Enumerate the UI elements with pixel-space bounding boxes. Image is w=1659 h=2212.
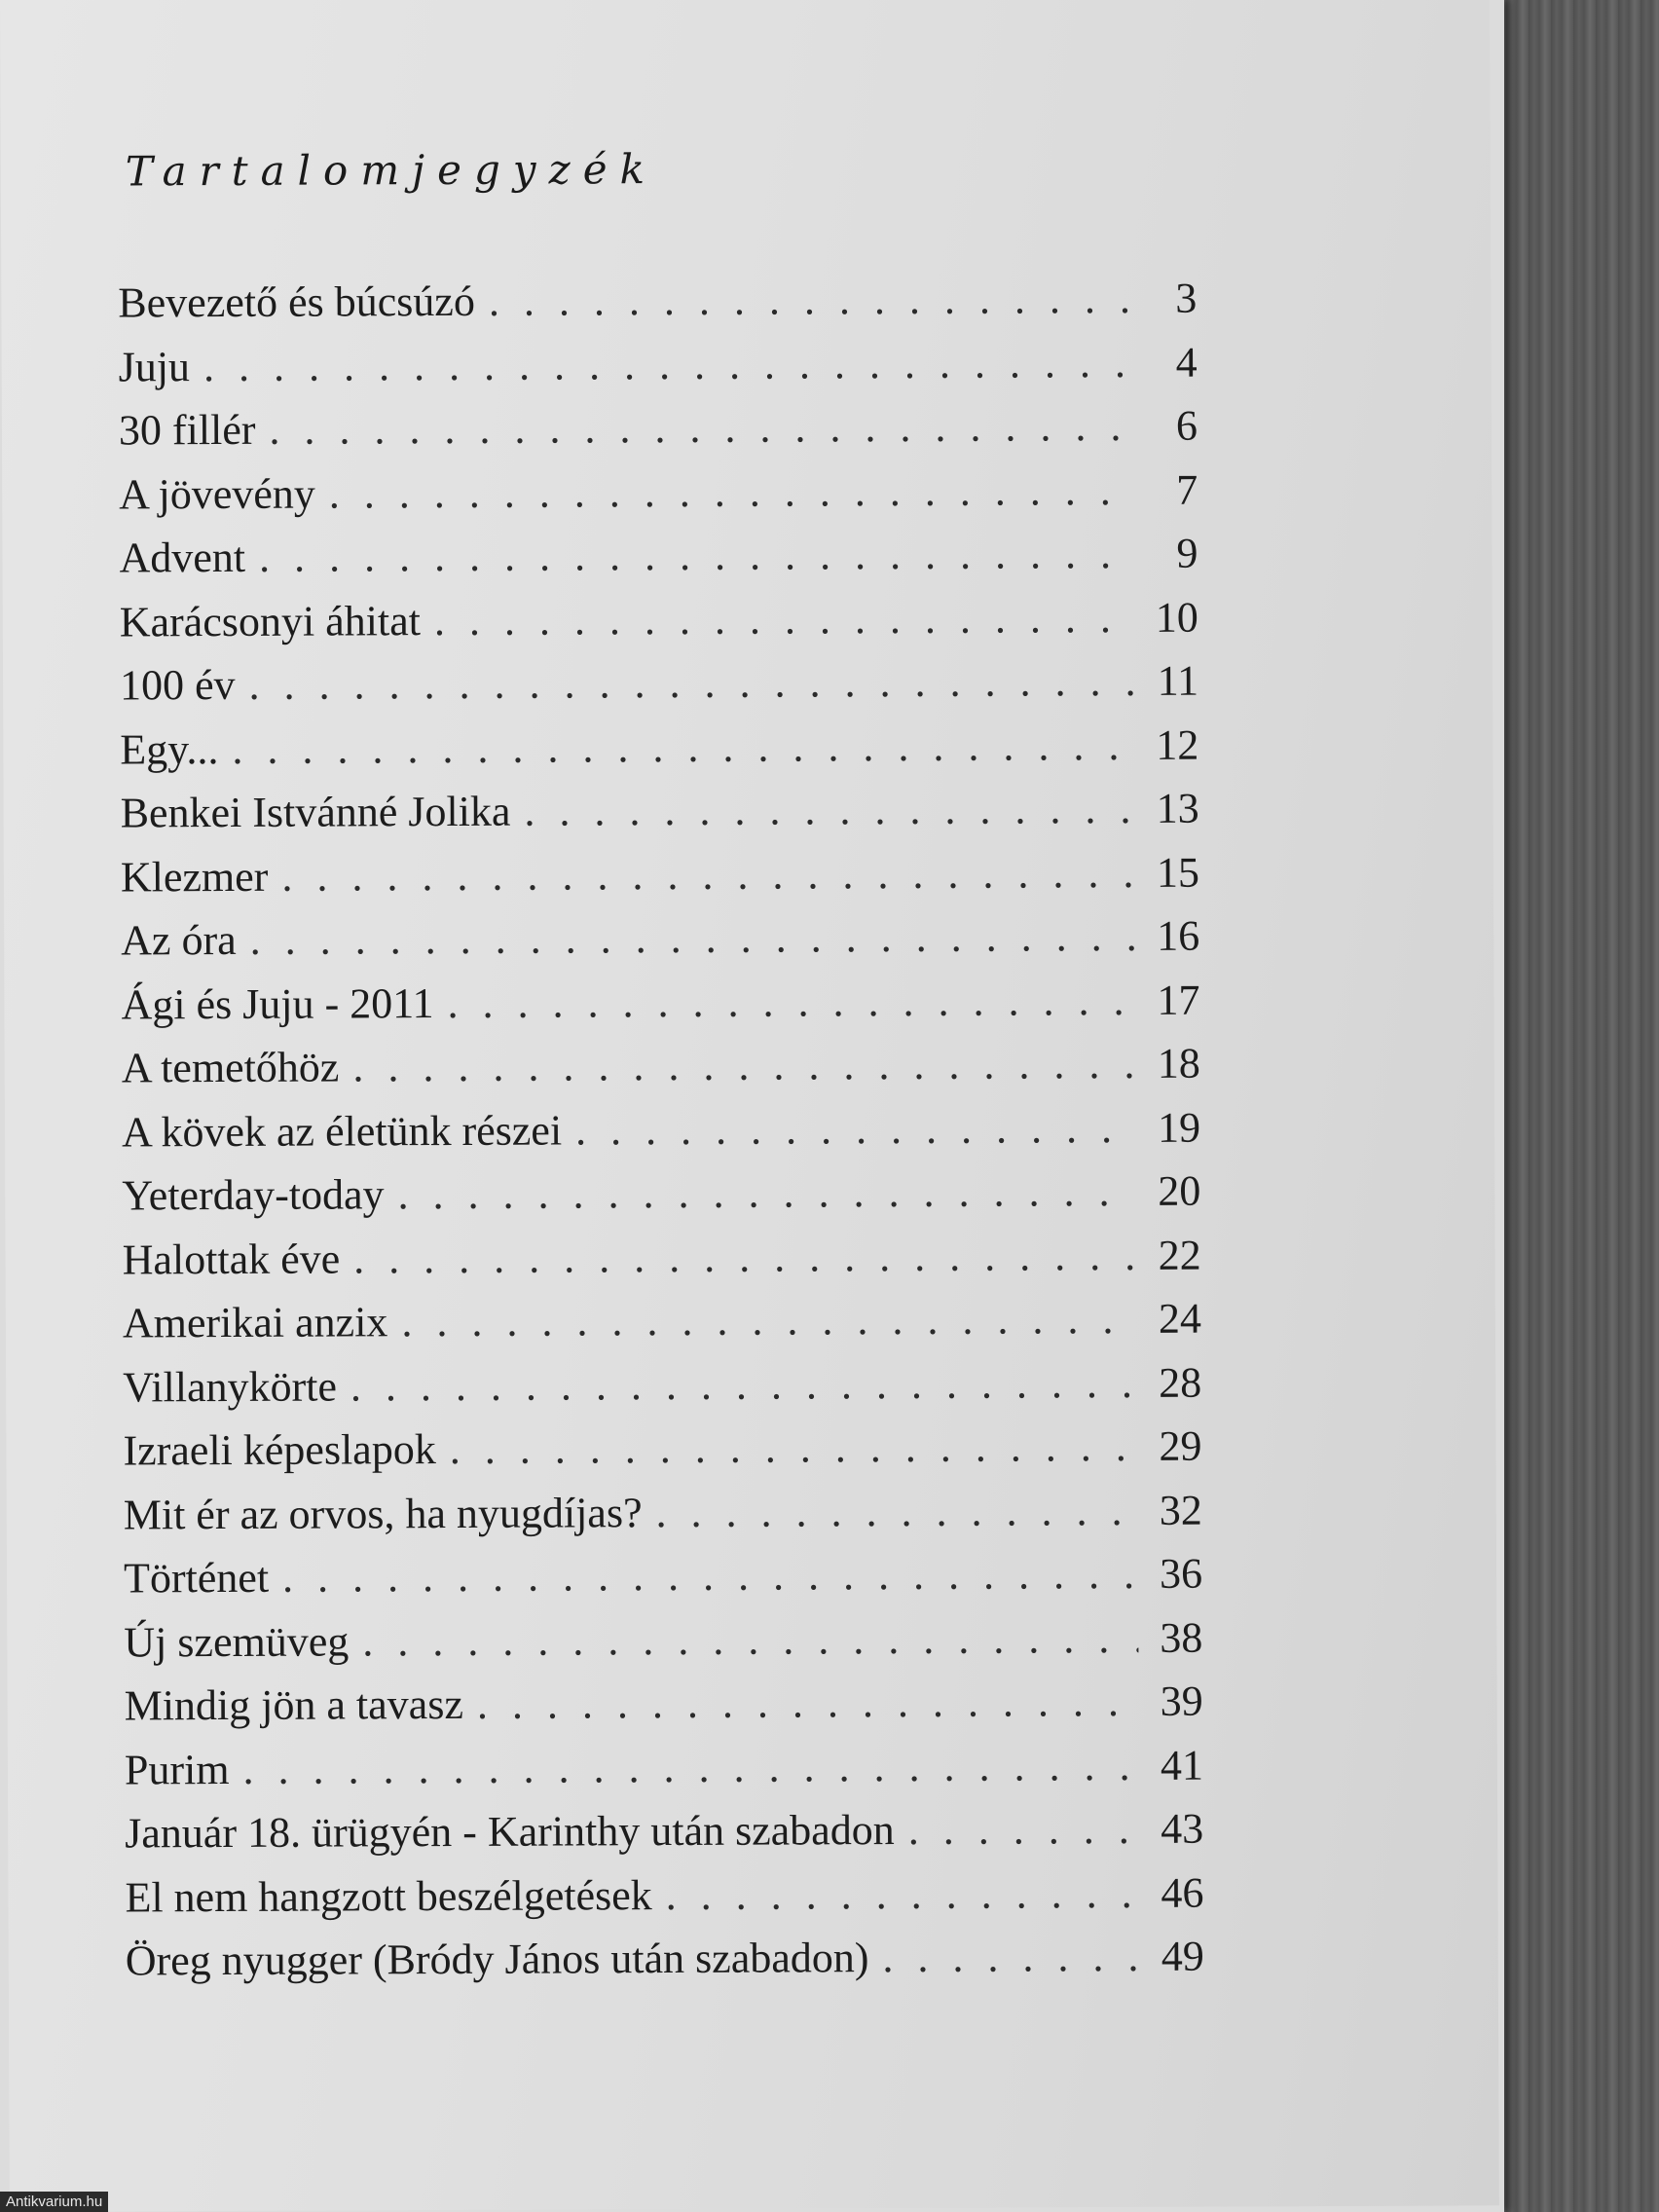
- toc-entry: [119, 337, 1198, 405]
- toc-entry: [125, 1677, 1203, 1745]
- watermark: Antikvarium.hu: [0, 2192, 108, 2212]
- dot-leader: [524, 784, 1134, 836]
- dot-leader: [477, 1677, 1139, 1729]
- toc-entry-title: Izraeli képeslapok: [123, 1425, 436, 1475]
- toc-entry: [122, 1166, 1200, 1235]
- toc-entry-title: Történet: [123, 1553, 270, 1603]
- toc-entry: [122, 1039, 1200, 1107]
- toc-entry-title: Purim: [124, 1745, 230, 1793]
- dot-leader: [329, 464, 1134, 518]
- toc-entry-title: A kövek az életünk részei: [121, 1105, 563, 1156]
- dot-leader: [248, 656, 1134, 710]
- toc-entry: [123, 1357, 1201, 1425]
- toc-page-number: 12: [1156, 720, 1199, 769]
- toc-page-number: 16: [1157, 911, 1200, 960]
- dot-leader: [362, 1612, 1138, 1665]
- dot-leader: [281, 847, 1135, 901]
- toc-entry: [119, 464, 1198, 533]
- dot-leader: [882, 1932, 1140, 1982]
- toc-entry: [123, 1421, 1201, 1490]
- toc-entry: [125, 1804, 1203, 1872]
- toc-entry: [123, 1294, 1201, 1362]
- toc-entry: [119, 529, 1198, 597]
- toc-page-number: 41: [1160, 1741, 1204, 1789]
- dot-leader: [434, 592, 1134, 645]
- toc-entry: [121, 784, 1199, 852]
- dot-leader: [259, 529, 1134, 582]
- dot-leader: [350, 1357, 1137, 1411]
- toc-page-number: 36: [1159, 1549, 1203, 1598]
- toc-list: [118, 274, 1204, 2000]
- toc-entry: [121, 847, 1199, 915]
- toc-entry-title: Ági és Juju - 2011: [121, 978, 434, 1028]
- dot-leader: [352, 1039, 1136, 1092]
- toc-entry-title: El nem hangzott beszélgetések: [125, 1870, 652, 1921]
- toc-entry-title: Yeterday-today: [122, 1170, 385, 1220]
- toc-page-number: 38: [1160, 1613, 1203, 1662]
- toc-entry: [125, 1867, 1203, 1936]
- toc-page-number: 49: [1161, 1932, 1204, 1980]
- toc-entry: [119, 401, 1198, 469]
- toc-page-number: 19: [1157, 1103, 1201, 1152]
- dot-leader: [203, 337, 1133, 390]
- dot-leader: [575, 1102, 1136, 1155]
- toc-entry-title: Klezmer: [120, 852, 269, 901]
- toc-page-number: 11: [1157, 656, 1199, 705]
- toc-page-number: 43: [1161, 1804, 1204, 1853]
- toc-page-number: 24: [1158, 1294, 1202, 1343]
- toc-entry-title: 100 év: [119, 660, 236, 710]
- toc-entry: [124, 1549, 1202, 1617]
- toc-page-number: 29: [1159, 1421, 1202, 1470]
- dark-background: [1484, 0, 1659, 2212]
- dot-leader: [450, 1421, 1138, 1474]
- toc-page-number: 9: [1176, 529, 1198, 577]
- toc-entry: [124, 1612, 1202, 1680]
- toc-page-number: 46: [1161, 1868, 1204, 1917]
- toc-entry-title: Juju: [118, 342, 191, 390]
- toc-entry-title: A jövevény: [119, 469, 315, 518]
- toc-entry-title: Benkei Istvánné Jolika: [120, 787, 511, 837]
- toc-entry: [123, 1230, 1201, 1298]
- toc-entry-title: A temetőhöz: [121, 1043, 340, 1092]
- toc-entry-title: Amerikai anzix: [122, 1298, 388, 1347]
- toc-entry-title: Mit ér az orvos, ha nyugdíjas?: [123, 1488, 643, 1538]
- toc-heading: Tartalomjegyzék: [125, 145, 658, 196]
- toc-entry-title: Új szemüveg: [124, 1616, 350, 1666]
- toc-page-number: 22: [1158, 1231, 1201, 1279]
- toc-entry-title: Advent: [119, 533, 246, 582]
- toc-page-number: 3: [1175, 274, 1198, 322]
- dot-leader: [250, 911, 1136, 965]
- toc-page-number: 18: [1157, 1039, 1200, 1088]
- toc-entry: [118, 274, 1197, 342]
- toc-page-number: 20: [1158, 1166, 1201, 1215]
- toc-page-number: 13: [1156, 784, 1199, 832]
- toc-entry-title: Az óra: [121, 915, 237, 965]
- dot-leader: [232, 719, 1134, 773]
- dot-leader: [447, 975, 1135, 1027]
- toc-entry: [121, 975, 1199, 1043]
- toc-entry: [121, 911, 1199, 979]
- dot-leader: [397, 1166, 1136, 1219]
- dot-leader: [489, 274, 1133, 326]
- toc-entry: [126, 1932, 1204, 2000]
- dot-leader: [655, 1485, 1137, 1536]
- toc-entry-title: Bevezető és búcsúzó: [118, 276, 475, 327]
- toc-page-number: 6: [1175, 401, 1198, 450]
- dot-leader: [908, 1804, 1140, 1855]
- toc-entry-title: Villanykörte: [123, 1362, 338, 1411]
- toc-entry-title: Mindig jön a tavasz: [124, 1679, 464, 1730]
- toc-page-number: 32: [1159, 1486, 1202, 1534]
- toc-entry: [125, 1740, 1203, 1808]
- toc-entry: [120, 719, 1198, 788]
- dot-leader: [269, 401, 1133, 455]
- toc-page-number: 7: [1176, 465, 1198, 514]
- toc-page-number: 4: [1175, 338, 1198, 387]
- toc-page-number: 28: [1159, 1358, 1202, 1407]
- dot-leader: [666, 1867, 1140, 1919]
- toc-entry-title: Öreg nyugger (Bródy János után szabadon): [125, 1934, 869, 1985]
- dot-leader: [282, 1549, 1138, 1603]
- toc-entry-title: Karácsonyi áhitat: [119, 596, 422, 645]
- toc-entry-title: Január 18. ürügyén - Karinthy után szabadon: [125, 1806, 895, 1858]
- toc-page-number: 17: [1157, 976, 1200, 1024]
- dot-leader: [242, 1740, 1139, 1793]
- toc-entry-title: Halottak éve: [122, 1234, 341, 1283]
- toc-entry-title: 30 fillér: [118, 405, 256, 455]
- toc-entry: [120, 592, 1198, 660]
- toc-page-number: 15: [1156, 848, 1200, 897]
- toc-entry: [120, 656, 1198, 724]
- toc-page-number: 10: [1155, 593, 1198, 642]
- dot-leader: [353, 1230, 1137, 1283]
- toc-entry: [122, 1102, 1200, 1170]
- dot-leader: [401, 1294, 1137, 1346]
- toc-page-number: 39: [1160, 1677, 1203, 1725]
- toc-entry: [124, 1485, 1202, 1553]
- toc-entry-title: Egy...: [120, 724, 219, 773]
